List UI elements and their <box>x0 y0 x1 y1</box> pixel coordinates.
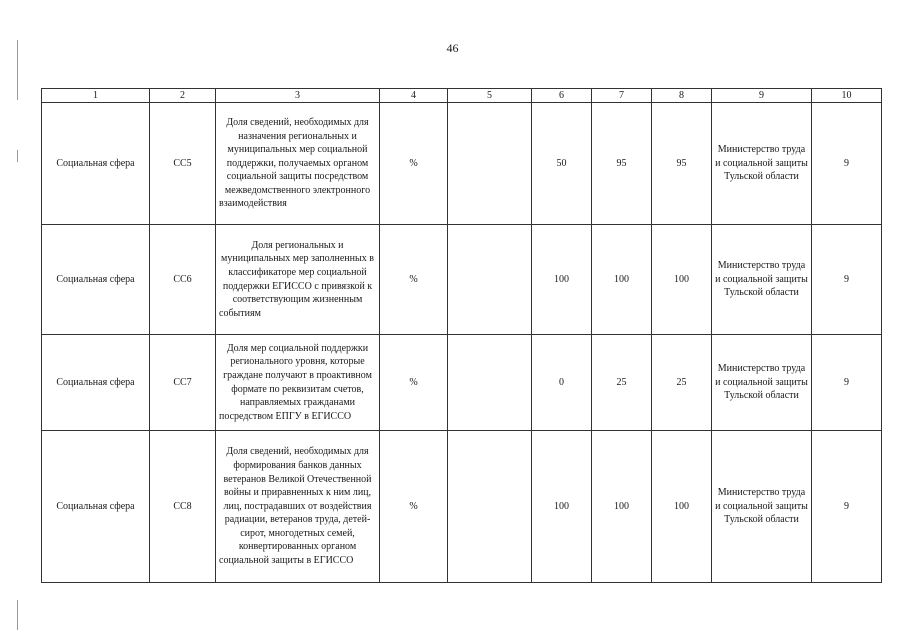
col8-cell: 100 <box>652 225 712 335</box>
col10-cell: 9 <box>812 335 882 431</box>
column-header: 4 <box>380 89 448 103</box>
column-header: 10 <box>812 89 882 103</box>
column-header: 2 <box>150 89 216 103</box>
column-header: 3 <box>216 89 380 103</box>
unit-cell: % <box>380 103 448 225</box>
col6-cell: 100 <box>532 225 592 335</box>
code-cell: СС6 <box>150 225 216 335</box>
unit-cell: % <box>380 225 448 335</box>
description-cell: Доля сведений, необходимых для назначения региональных и муниципальных мер социальной поддержки, получаемых органом социальной защиты посредством межведомственного электронного взаимодействия <box>216 103 380 225</box>
table-row <box>42 431 882 583</box>
col7-cell: 95 <box>592 103 652 225</box>
column-header: 5 <box>448 89 532 103</box>
ministry-cell: Министерство труда и социальной защиты Тульской области <box>712 431 812 583</box>
col5-cell <box>448 335 532 431</box>
col6-cell: 50 <box>532 103 592 225</box>
ministry-cell: Министерство труда и социальной защиты Тульской области <box>712 335 812 431</box>
col10-cell: 9 <box>812 431 882 583</box>
col8-cell: 100 <box>652 431 712 583</box>
column-header: 9 <box>712 89 812 103</box>
ministry-cell: Министерство труда и социальной защиты Тульской области <box>712 103 812 225</box>
col8-cell: 95 <box>652 103 712 225</box>
unit-cell: % <box>380 431 448 583</box>
col5-cell <box>448 225 532 335</box>
col10-cell: 9 <box>812 103 882 225</box>
col7-cell: 100 <box>592 225 652 335</box>
col7-cell: 100 <box>592 431 652 583</box>
col5-cell <box>448 103 532 225</box>
scan-mark <box>17 600 18 630</box>
page-number: 46 <box>446 41 459 55</box>
col6-cell: 0 <box>532 335 592 431</box>
description-cell: Доля региональных и муниципальных мер заполненных в классификаторе мер социальной поддержки ЕГИССО с привязкой к соответствующим жизненным событиям <box>216 225 380 335</box>
column-header: 1 <box>42 89 150 103</box>
sphere-cell: Социальная сфера <box>42 225 150 335</box>
column-header: 7 <box>592 89 652 103</box>
column-header: 8 <box>652 89 712 103</box>
column-header: 6 <box>532 89 592 103</box>
table-row <box>42 225 882 335</box>
description-cell: Доля мер социальной поддержки регионального уровня, которые граждане получают в проактивном формате по реквизитам счетов, направляемых гражданами посредством ЕПГУ в ЕГИССО <box>216 335 380 431</box>
col6-cell: 100 <box>532 431 592 583</box>
table-row <box>42 335 882 431</box>
code-cell: СС8 <box>150 431 216 583</box>
sphere-cell: Социальная сфера <box>42 335 150 431</box>
sphere-cell: Социальная сфера <box>42 431 150 583</box>
scan-mark <box>17 150 18 162</box>
description-cell: Доля сведений, необходимых для формирования банков данных ветеранов Великой Отечественной войны и приравненных к ним лиц, лиц, пострадавших от воздействия радиации, ветеранов труда, детей-сирот, многодетных семей, конвертированных органом социальной защиты в ЕГИССО <box>216 431 380 583</box>
code-cell: СС5 <box>150 103 216 225</box>
col5-cell <box>448 431 532 583</box>
col10-cell: 9 <box>812 225 882 335</box>
col8-cell: 25 <box>652 335 712 431</box>
code-cell: СС7 <box>150 335 216 431</box>
indicator-table <box>41 88 882 583</box>
header-row <box>42 89 882 103</box>
col7-cell: 25 <box>592 335 652 431</box>
unit-cell: % <box>380 335 448 431</box>
ministry-cell: Министерство труда и социальной защиты Тульской области <box>712 225 812 335</box>
sphere-cell: Социальная сфера <box>42 103 150 225</box>
table-row <box>42 103 882 225</box>
